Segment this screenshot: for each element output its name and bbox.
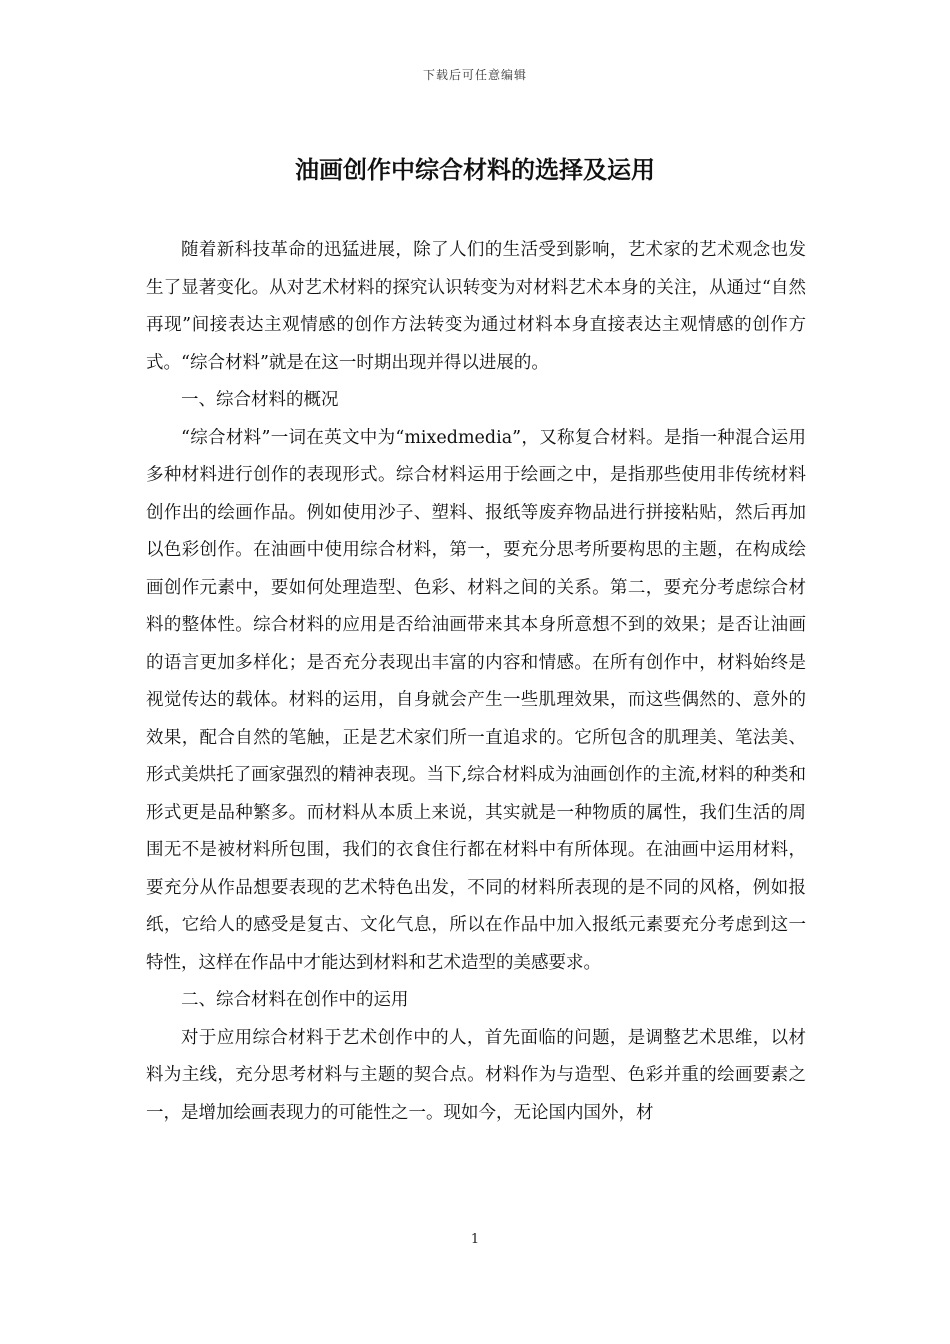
paragraph-section-1: “综合材料”一词在英文中为“mixedmedia”，又称复合材料。是指一种混合运用多种材料进行创作的表现形式。综合材料运用于绘画之中，是指那些使用非传统材料创作出的绘画作品。例如使用沙子、塑料、报纸等废弃物品进行拼接粘贴，然后再加以色彩创作。在油画中使用综合材料，第一，要充分思考所要构思的主题，在构成绘画创作元素中，要如何处理造型、色彩、材料之间的关系。第二，要充分考虑综合材料的整体性。综合材料的应用是否给油画带来其本身所意想不到的效果；是否让油画的语言更加多样化；是否充分表现出丰富的内容和情感。在所有创作中，材料始终是视觉传达的载体。材料的运用，自身就会产生一些肌理效果，而这些偶然的、意外的效果，配合自然的笔触，正是艺术家们所一直追求的。它所包含的肌理美、笔法美、形式美烘托了画家强烈的精神表现。当下,综合材料成为油画创作的主流,材料的种类和形式更是品种繁多。而材料从本质上来说，其实就是一种物质的属性，我们生活的周围无不是被材料所包围，我们的衣食住行都在材料中有所体现。在油画中运用材料，要充分从作品想要表现的艺术特色出发，不同的材料所表现的是不同的风格，例如报纸，它给人的感受是复古、文化气息，所以在作品中加入报纸元素要充分考虑到这一特性，这样在作品中才能达到材料和艺术造型的美感要求。 bbox=[146, 427, 806, 973]
paragraph-section-2: 对于应用综合材料于艺术创作中的人，首先面临的问题，是调整艺术思维，以材料为主线，充分思考材料与主题的契合点。材料作为与造型、色彩并重的绘画要素之一，是增加绘画表现力的可能性之一。现如今，无论国内国外，材 bbox=[146, 1027, 806, 1123]
document-title: 油画创作中综合材料的选择及运用 bbox=[295, 155, 655, 184]
page-header-note: 下载后可任意编辑 bbox=[422, 68, 527, 82]
page-number: 1 bbox=[470, 1232, 480, 1247]
paragraph-intro: 随着新科技革命的迅猛进展，除了人们的生活受到影响，艺术家的艺术观念也发生了显著变化。从对艺术材料的探究认识转变为对材料艺术本身的关注，从通过“自然再现”间接表达主观情感的创作方法转变为通过材料本身直接表达主观情感的创作方式。“综合材料”就是在这一时期出现并得以进展的。 bbox=[146, 240, 806, 373]
section-heading-2: 二、综合材料在创作中的运用 bbox=[181, 990, 409, 1010]
section-heading-1: 一、综合材料的概况 bbox=[181, 390, 339, 410]
document-body bbox=[146, 232, 806, 1132]
